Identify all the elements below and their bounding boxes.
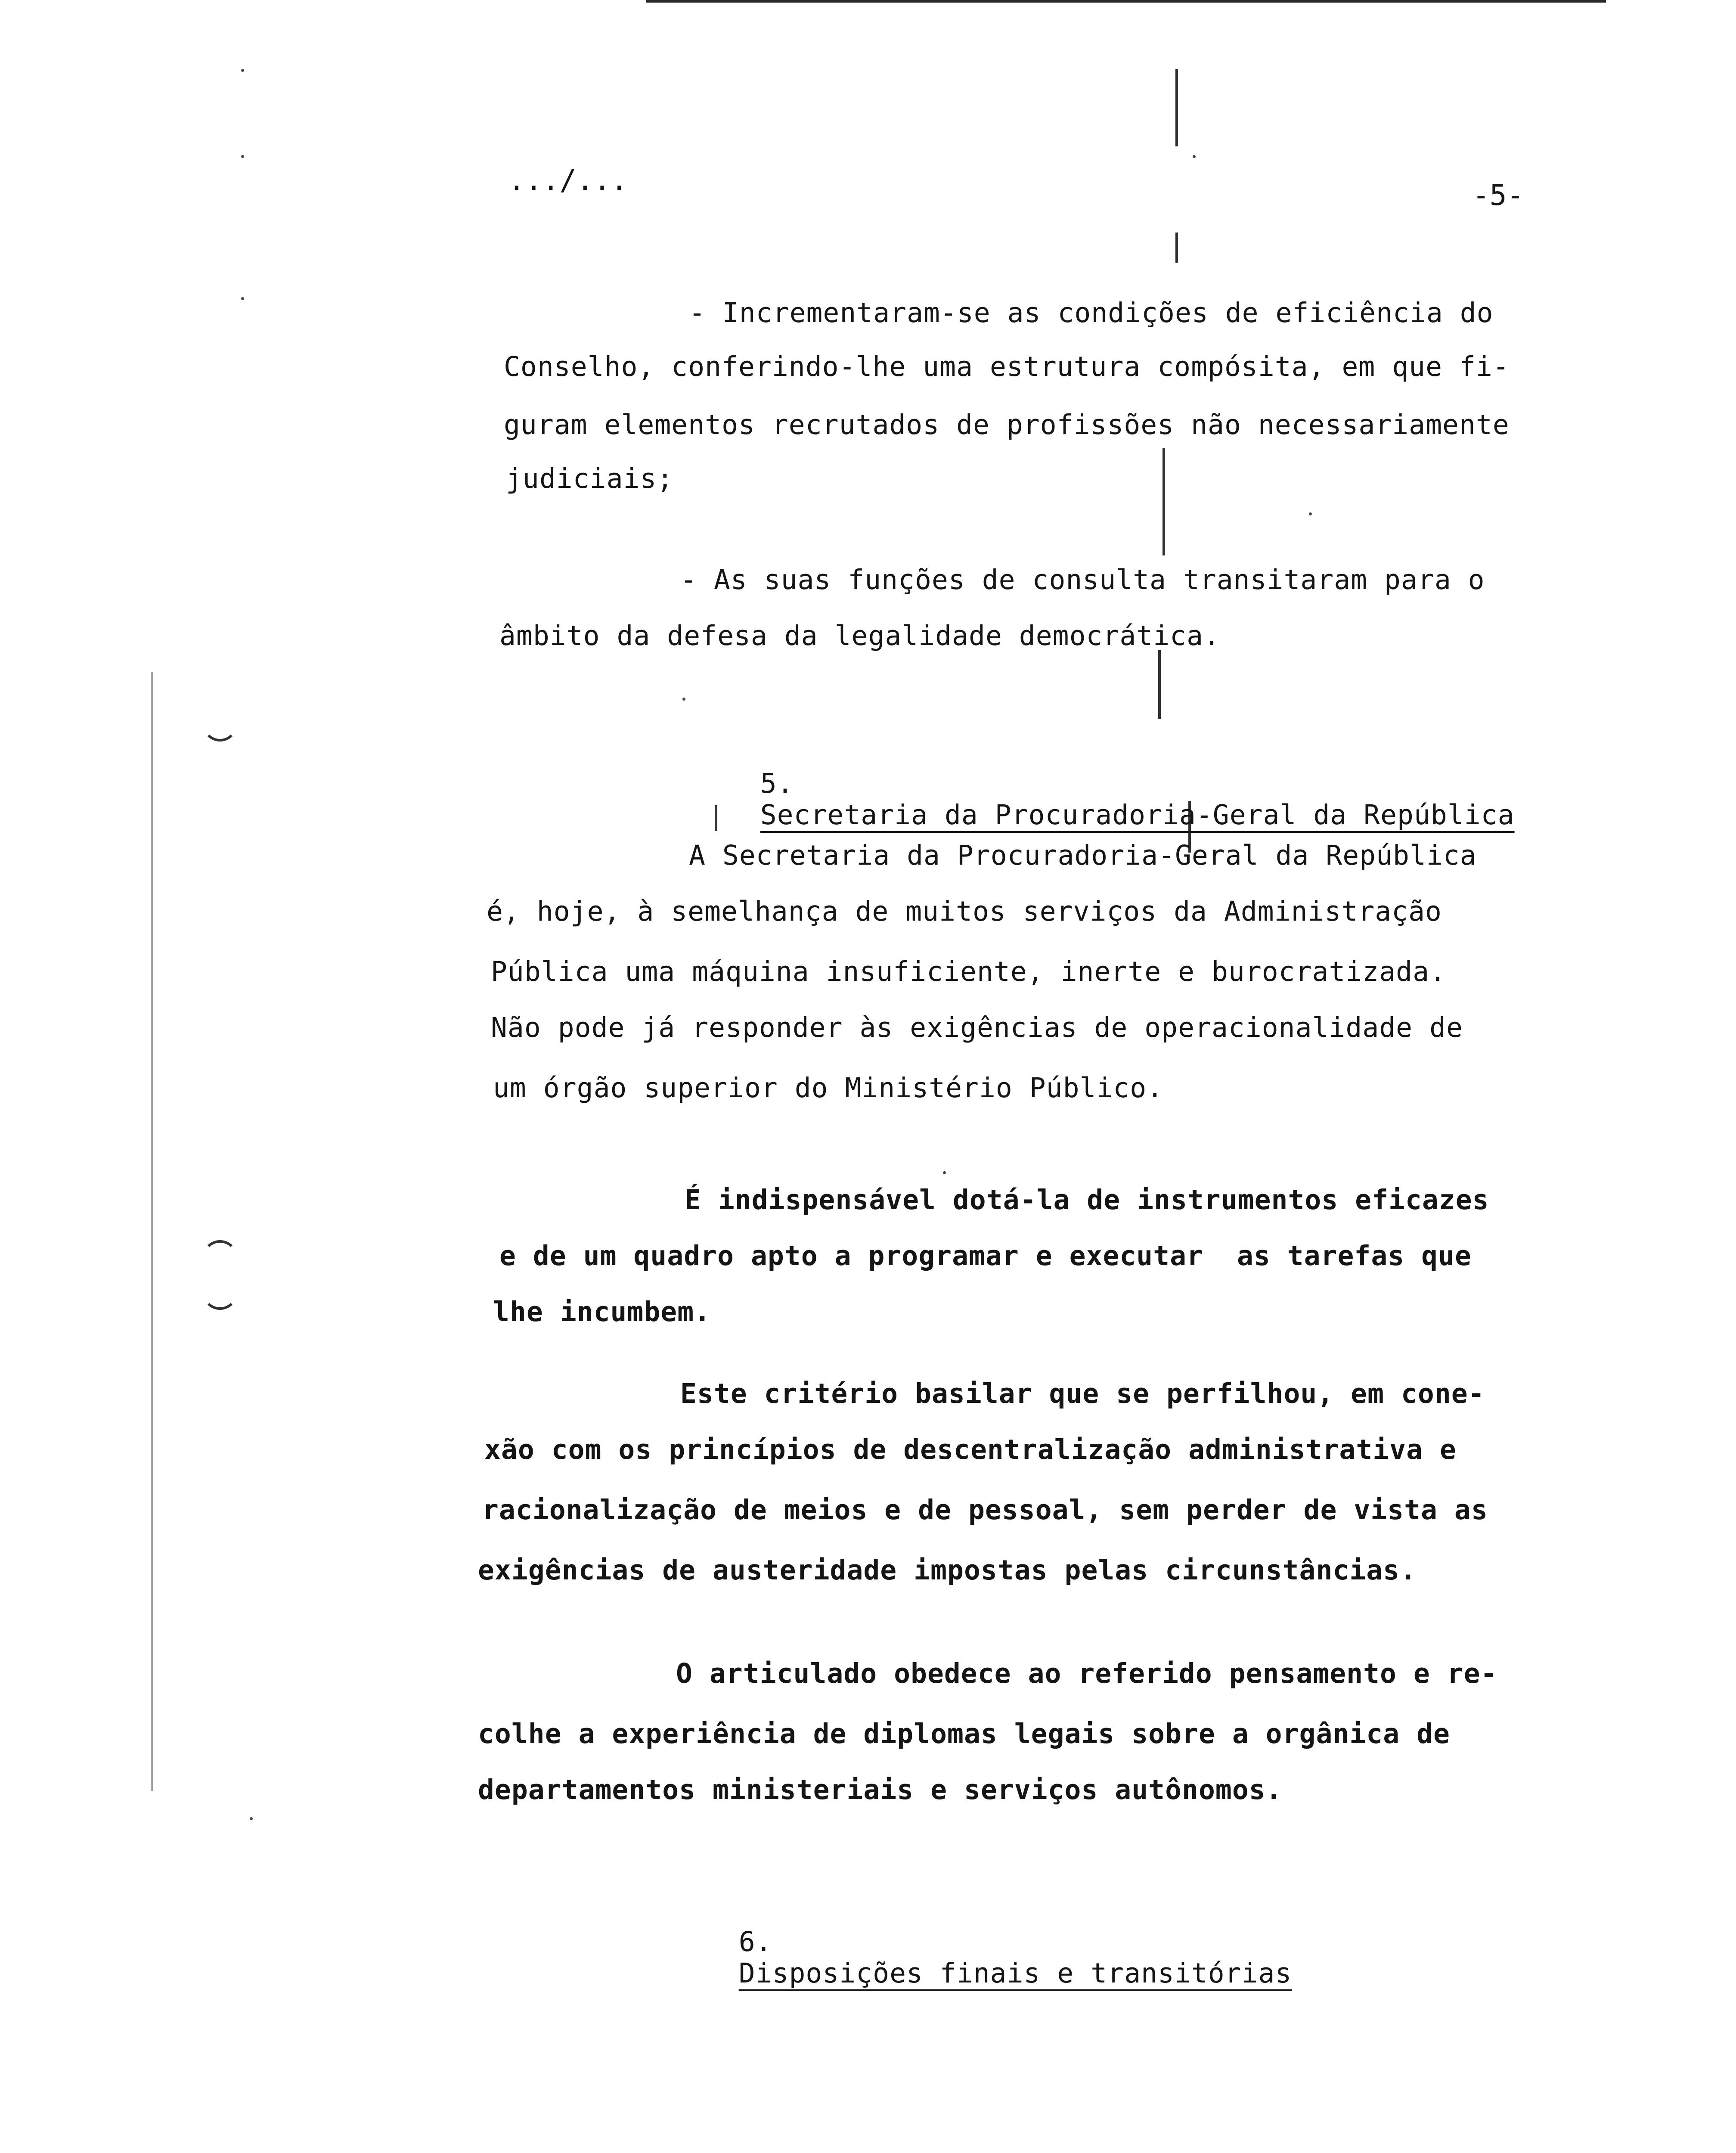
text-line: racionalização de meios e de pessoal, sem perder de vista as <box>482 1494 1488 1526</box>
text-line: xão com os princípios de descentralização administrativa e <box>484 1434 1457 1465</box>
text-line: Pública uma máquina insuficiente, inerte e burocratizada. <box>491 956 1446 987</box>
text-line: é, hoje, à semelhança de muitos serviços da Administração <box>487 896 1442 927</box>
section-6-heading <box>672 1895 1292 2020</box>
text-line: guram elementos recrutados de profissões não necessariamente <box>504 409 1510 441</box>
scan-speck <box>682 698 685 701</box>
text-line: Este critério basilar que se perfilhou, em cone- <box>680 1378 1485 1409</box>
scan-speck <box>241 69 244 72</box>
scan-artifact-line <box>1158 650 1161 719</box>
text-line: Não pode já responder às exigências de operacionalidade de <box>491 1012 1463 1043</box>
top-border-rule <box>646 0 1606 3</box>
punch-hole-mark <box>202 1275 238 1310</box>
scan-speck <box>1193 155 1196 158</box>
scan-speck <box>250 1817 253 1820</box>
text-line: judiciais; <box>506 463 674 494</box>
text-line: - As suas funções de consulta transitaram para o <box>680 564 1485 596</box>
binding-edge-mark <box>151 672 153 1791</box>
punch-hole-mark <box>202 706 238 741</box>
scan-artifact-line <box>1162 448 1165 555</box>
section-6-number: 6. <box>738 1926 772 1958</box>
scan-artifact-line <box>1175 233 1178 263</box>
text-line: O articulado obedece ao referido pensamento e re- <box>676 1658 1497 1689</box>
text-line: e de um quadro apto a programar e executar as tarefas que <box>499 1240 1472 1272</box>
section-5-title: Secretaria da Procuradoria-Geral da República <box>760 799 1515 831</box>
scan-speck <box>943 1171 946 1174</box>
section-6-title: Disposições finais e transitórias <box>738 1958 1292 1989</box>
text-line: A Secretaria da Procuradoria-Geral da República <box>689 840 1477 871</box>
punch-hole-mark <box>202 1240 238 1275</box>
text-line: exigências de austeridade impostas pelas circunstâncias. <box>478 1554 1417 1586</box>
text-line: - Incrementaram-se as condições de eficiência do <box>689 297 1494 329</box>
text-line: âmbito da defesa da legalidade democrática. <box>499 620 1220 651</box>
scan-artifact-line <box>1175 69 1178 146</box>
text-line: um órgão superior do Ministério Público. <box>493 1072 1164 1104</box>
scan-speck <box>241 155 244 158</box>
text-line: lhe incumbem. <box>493 1296 711 1328</box>
page-number: -5- <box>1472 179 1524 212</box>
scan-speck <box>241 297 244 300</box>
text-line: É indispensável dotá-la de instrumentos eficazes <box>685 1184 1489 1216</box>
text-line: colhe a experiência de diplomas legais sobre a orgânica de <box>478 1718 1450 1750</box>
scan-speck <box>1309 512 1312 515</box>
section-5-number: 5. <box>760 768 794 799</box>
text-line: departamentos ministeriais e serviços autônomos. <box>478 1774 1283 1806</box>
continuation-marker-top: .../... <box>508 164 628 197</box>
text-line: Conselho, conferindo-lhe uma estrutura compósita, em que fi- <box>504 351 1510 382</box>
